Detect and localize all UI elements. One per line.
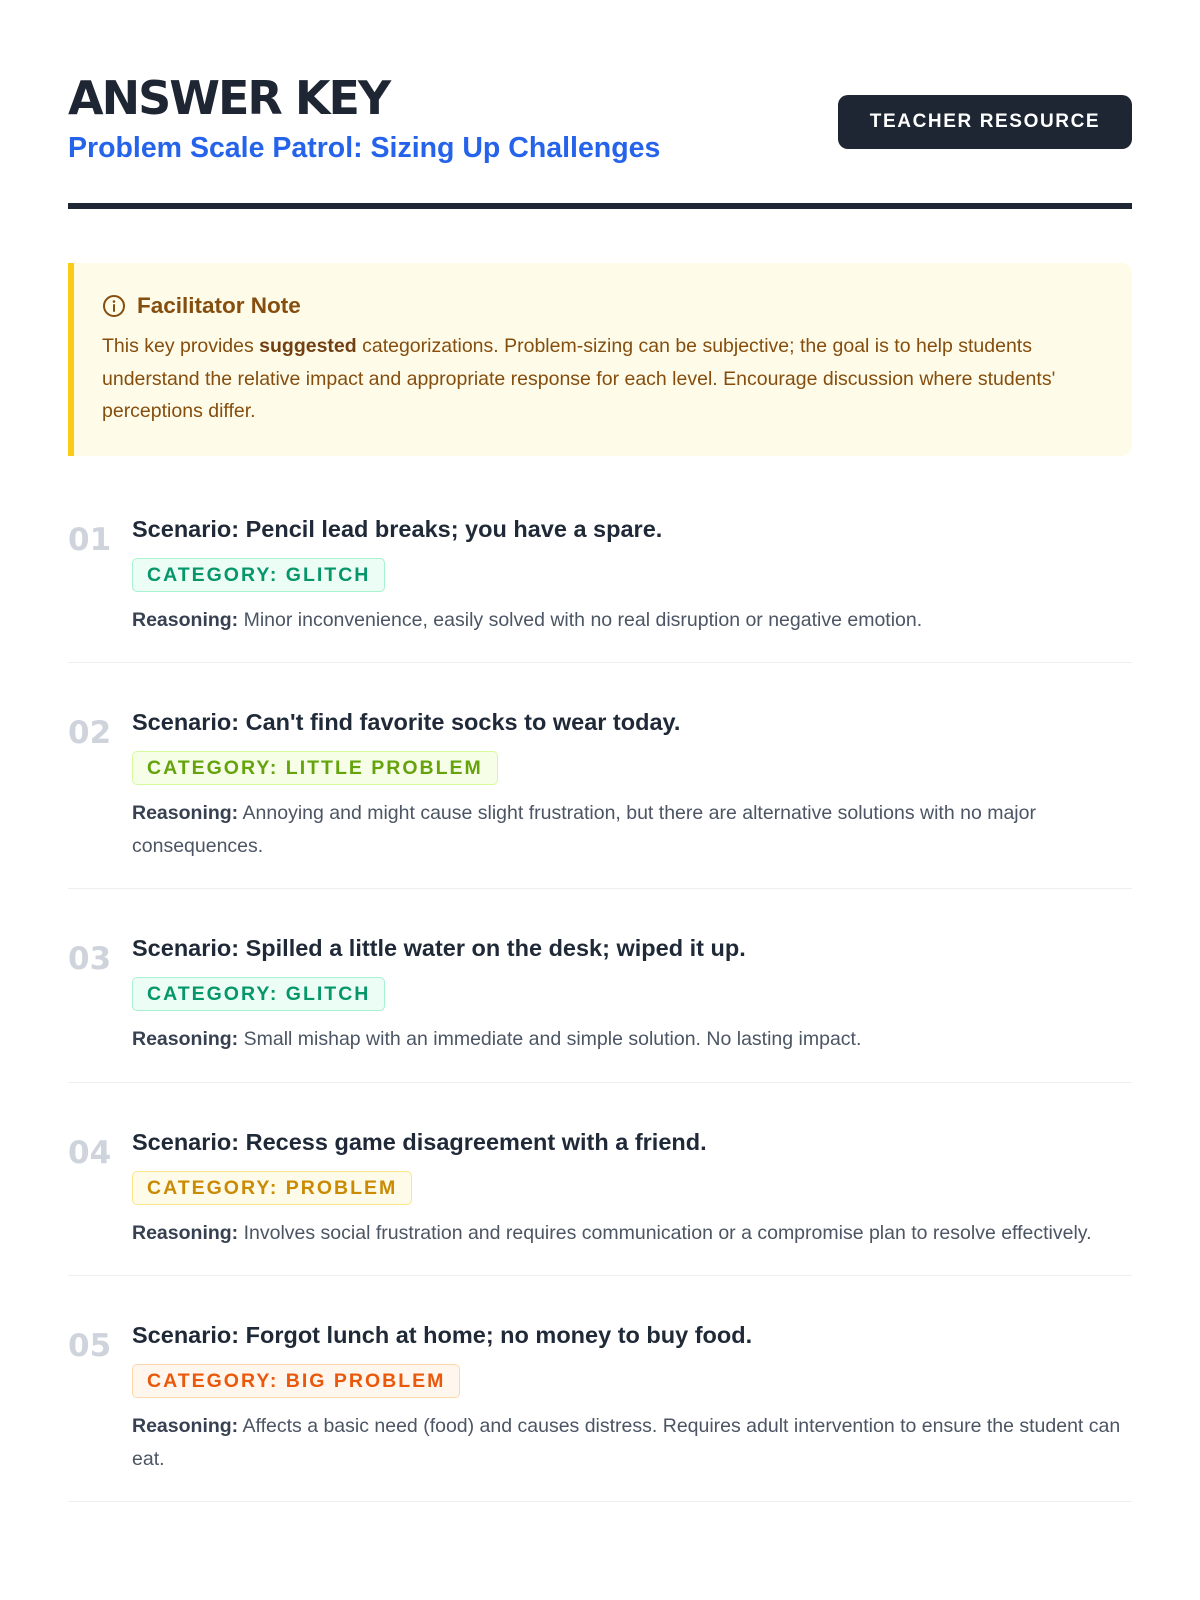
reasoning-text: Reasoning: Affects a basic need (food) and causes distress. Requires adult intervention to ensure the student can eat. xyxy=(132,1415,1121,1470)
page-title: ANSWER KEY xyxy=(68,71,390,125)
answer-list xyxy=(68,494,1132,1503)
page-subtitle: Problem Scale Patrol: Sizing Up Challenges xyxy=(68,132,661,164)
reasoning-label: Reasoning: xyxy=(132,802,239,824)
facilitator-note xyxy=(68,263,1132,456)
page-header xyxy=(68,70,1132,209)
item-number: 05 xyxy=(68,1328,112,1364)
answer-item xyxy=(68,889,1132,1083)
item-content xyxy=(132,1318,1132,1475)
scenario-text: Scenario: Pencil lead breaks; you have a spare. xyxy=(132,515,663,542)
category-badge: CATEGORY: PROBLEM xyxy=(132,1171,412,1205)
reasoning-label: Reasoning: xyxy=(132,1415,239,1437)
scenario-text: Scenario: Spilled a little water on the desk; wiped it up. xyxy=(132,935,746,961)
info-icon xyxy=(102,294,126,318)
item-number: 01 xyxy=(68,521,112,558)
teacher-resource-badge: TEACHER RESOURCE xyxy=(838,95,1132,149)
category-badge: CATEGORY: GLITCH xyxy=(132,977,385,1011)
reasoning-label: Reasoning: xyxy=(132,1028,239,1050)
category-badge: CATEGORY: GLITCH xyxy=(132,558,385,592)
reasoning-label: Reasoning: xyxy=(132,1221,239,1244)
reasoning-text: Reasoning: Annoying and might cause slight frustration, but there are alternative solutions with no major consequences. xyxy=(132,802,1036,857)
item-number: 04 xyxy=(68,1134,112,1171)
reasoning-label: Reasoning: xyxy=(132,608,239,631)
answer-item xyxy=(68,494,1132,664)
facilitator-note-text: This key provides suggested categorizations. Problem-sizing can be subjective; the goal is to help students understand the relative impact and appropriate response for each level. Encourage discussion where students' perceptions differ. xyxy=(102,335,1056,422)
reasoning-text: Reasoning: Small mishap with an immediate and simple solution. No lasting impact. xyxy=(132,1028,862,1050)
item-content xyxy=(132,705,1132,862)
scenario-text: Scenario: Forgot lunch at home; no money to buy food. xyxy=(132,1322,753,1348)
answer-item xyxy=(68,1276,1132,1502)
item-content xyxy=(132,512,1132,637)
answer-item xyxy=(68,663,1132,889)
item-number: 03 xyxy=(68,941,112,977)
facilitator-note-header xyxy=(102,290,1098,322)
category-badge: CATEGORY: BIG PROBLEM xyxy=(132,1364,460,1398)
item-content xyxy=(132,1125,1132,1250)
item-number: 02 xyxy=(68,715,112,751)
scenario-text: Scenario: Recess game disagreement with a friend. xyxy=(132,1128,707,1155)
scenario-text: Scenario: Can't find favorite socks to wear today. xyxy=(132,709,681,735)
item-content xyxy=(132,931,1132,1056)
category-badge: CATEGORY: LITTLE PROBLEM xyxy=(132,751,498,785)
reasoning-text: Reasoning: Involves social frustration and requires communication or a compromise plan to resolve effectively. xyxy=(132,1221,1092,1244)
reasoning-text: Reasoning: Minor inconvenience, easily solved with no real disruption or negative emotion. xyxy=(132,608,923,631)
emphasis-suggested: suggested xyxy=(259,335,357,357)
answer-item xyxy=(68,1083,1132,1277)
facilitator-note-title: Facilitator Note xyxy=(137,293,301,318)
